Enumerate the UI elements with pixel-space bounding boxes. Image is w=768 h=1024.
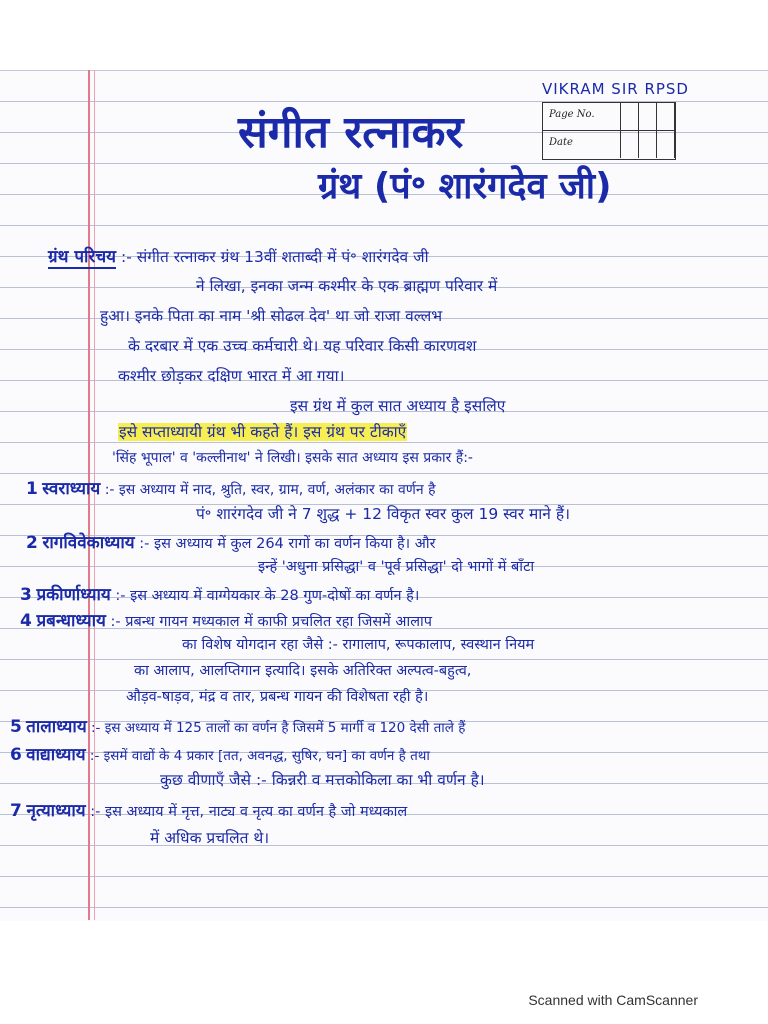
page-no-row — [543, 103, 675, 131]
text-line — [118, 364, 344, 386]
text-line — [160, 768, 485, 790]
section-number: 1 — [26, 479, 38, 499]
line-text: में अधिक प्रचलित थे। — [150, 829, 270, 847]
text-line — [100, 304, 442, 326]
line-text: पं॰ शारंगदेव जी ने 7 शुद्ध + 12 विकृत स्वर कुल 19 स्वर माने हैं। — [196, 505, 570, 523]
text-line — [26, 530, 436, 553]
line-text: :- संगीत रत्नाकर ग्रंथ 13वीं शताब्दी में पं॰ शारंगदेव जी — [120, 248, 429, 266]
section-heading: तालाध्याय — [26, 717, 87, 737]
page-title: संगीत रत्नाकर — [238, 107, 464, 158]
line-text: :- इस अध्याय में 125 तालों का वर्णन है जिसमें 5 मार्गी व 120 देसी ताले हैं — [90, 720, 466, 736]
page-date-box — [542, 102, 676, 160]
text-line — [258, 556, 534, 576]
section-heading: स्वराध्याय — [42, 479, 101, 499]
page-no-label: Page No. — [549, 109, 595, 120]
signature: VIKRAM SIR RPSD — [542, 80, 689, 98]
text-line — [48, 244, 429, 267]
page-stamp — [542, 80, 714, 160]
section-number: 5 — [10, 717, 22, 737]
section-number: 7 — [10, 801, 22, 821]
line-text: के दरबार में एक उच्च कर्मचारी थे। यह परिवार किसी कारणवश — [128, 337, 477, 355]
text-line — [290, 394, 505, 416]
text-line — [126, 686, 428, 706]
section-heading: ग्रंथ परिचय — [48, 247, 117, 267]
line-text: हुआ। इनके पिता का नाम 'श्री सोढल देव' था जो राजा वल्लभ — [100, 307, 443, 325]
line-text: औड़व-षाड़व, मंद्र व तार, प्रबन्ध गायन की विशेषता रही है। — [126, 689, 429, 705]
text-line — [196, 502, 570, 524]
section-heading: प्रबन्धाध्याय — [36, 611, 106, 631]
line-text: :- इस अध्याय में कुल 264 रागों का वर्णन किया है। और — [139, 536, 436, 552]
line-text: इस ग्रंथ में कुल सात अध्याय है इसलिए — [290, 397, 506, 415]
line-text: का विशेष योगदान रहा जैसे :- रागालाप, रूपकालाप, स्वस्थान नियम — [182, 637, 535, 653]
text-line — [10, 798, 407, 821]
line-text: कुछ वीणाएँ जैसे :- किन्नरी व मत्तकोकिला का भी वर्णन है। — [160, 771, 485, 789]
line-text: इसे सप्ताध्यायी ग्रंथ भी कहते हैं। इस ग्रंथ पर टीकाएँ — [119, 423, 407, 441]
section-heading: प्रकीर्णाध्याय — [36, 585, 111, 605]
text-line — [182, 634, 534, 654]
text-line — [134, 660, 471, 680]
line-text: :- इस अध्याय में नाद, श्रुति, स्वर, ग्राम, वर्ण, अलंकार का वर्णन है — [104, 482, 436, 498]
section-number: 2 — [26, 533, 38, 553]
line-text: का आलाप, आलप्तिगान इत्यादि। इसके अतिरिक्त अल्पत्व-बहुत्व, — [134, 663, 472, 679]
text-line — [150, 826, 269, 848]
section-number: 4 — [20, 611, 32, 631]
text-line — [20, 608, 432, 631]
line-text: :- प्रबन्ध गायन मध्यकाल में काफी प्रचलित रहा जिसमें आलाप — [110, 614, 433, 630]
section-heading: वाद्याध्याय — [26, 745, 86, 765]
text-line — [128, 334, 476, 356]
line-text: 'सिंह भूपाल' व 'कल्लीनाथ' ने लिखी। इसके सात अध्याय इस प्रकार हैं:- — [112, 450, 473, 466]
date-label: Date — [549, 137, 573, 148]
text-line — [26, 476, 436, 499]
line-text: कश्मीर छोड़कर दक्षिण भारत में आ गया। — [118, 367, 345, 385]
line-text: इन्हें 'अधुना प्रसिद्धा' व 'पूर्व प्रसिद्धा' दो भागों में बाँटा — [258, 559, 535, 575]
line-text: :- इस अध्याय में वाग्गेयकार के 28 गुण-दोषों का वर्णन है। — [115, 588, 420, 604]
text-line — [112, 448, 473, 467]
date-row — [543, 131, 675, 158]
text-line — [10, 714, 465, 737]
text-line — [10, 742, 430, 765]
line-text: :- इस अध्याय में नृत्त, नाट्य व नृत्य का वर्णन है जो मध्यकाल — [90, 804, 408, 820]
text-line — [118, 420, 407, 442]
scanner-watermark: Scanned with CamScanner — [528, 992, 698, 1008]
page-subtitle: ग्रंथ (पं॰ शारंगदेव जी) — [318, 166, 612, 207]
section-number: 6 — [10, 745, 22, 765]
line-text: :- इसमें वाद्यों के 4 प्रकार [तत, अवनद्ध, सुषिर, घन] का वर्णन है तथा — [89, 748, 430, 764]
section-heading: नृत्याध्याय — [26, 801, 86, 821]
text-line — [20, 582, 419, 605]
text-line — [196, 274, 497, 296]
section-heading: रागविवेकाध्याय — [42, 533, 135, 553]
section-number: 3 — [20, 585, 32, 605]
line-text: ने लिखा, इनका जन्म कश्मीर के एक ब्राह्मण परिवार में — [196, 277, 498, 295]
